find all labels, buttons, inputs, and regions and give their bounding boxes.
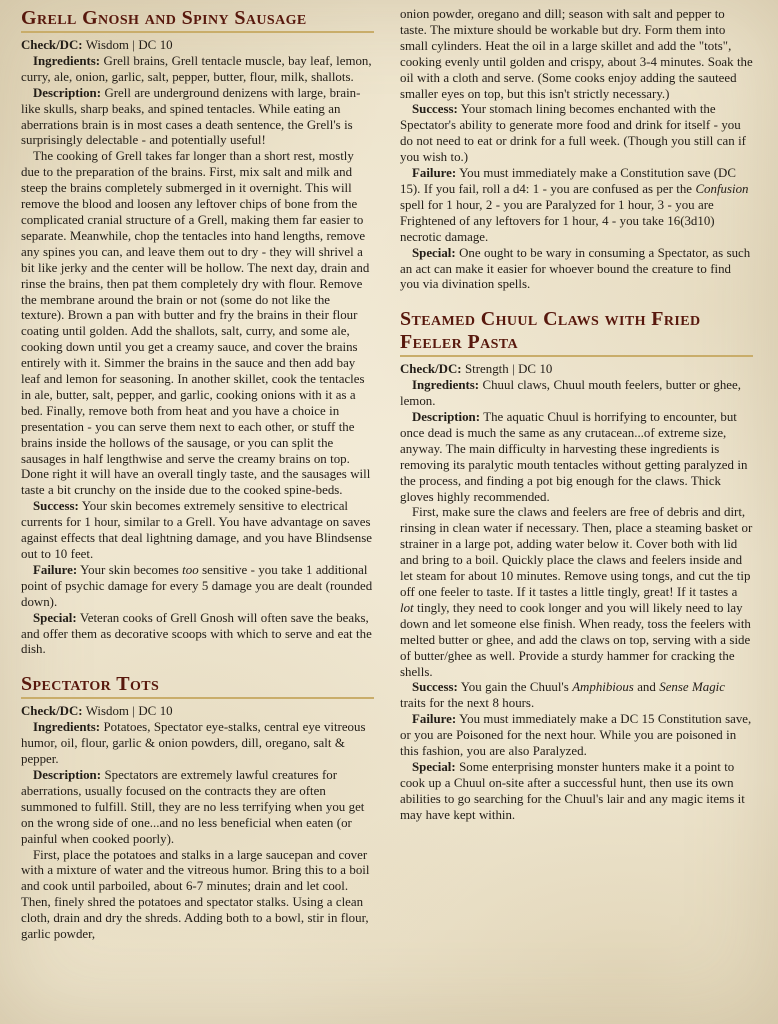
label-bold: Success: <box>33 499 79 514</box>
label-bold: Ingredients: <box>33 53 101 68</box>
paragraph <box>400 505 753 680</box>
text-run: Your skin becomes <box>77 562 183 577</box>
text-run: spell for 1 hour, 2 - you are Paralyzed for 1 hour, 3 - you are Frightened of any leftovers for 1 hour, 4 - you take 16(3d10) necrotic damage. <box>400 197 715 244</box>
text-run: You must immediately make a DC 15 Constitution save, or you are Poisoned for the next hour. While you are poisoned in this fashion, you are also Paralyzed. <box>400 712 752 759</box>
paragraph <box>400 362 753 378</box>
text-run: tingly, they need to cook longer and you will likely need to lay down and let someone else finish. When ready, toss the feelers with melted butter or ghee, and add the claws on top, serving with a side of butter/ghee as well. Provide a sturdy hammer for cracking the shells. <box>400 600 751 679</box>
label-bold: Check/DC: <box>21 704 83 719</box>
text-run: First, make sure the claws and feelers are free of debris and dirt, rinsing in clean water if necessary. Then, place a steaming basket or strainer in a large pot, adding water below it. Cover both with lid and bring to a boil. Quickly place the claws and feelers inside and let steam for about 10 minutes. Remove using tongs, and cut the tip off one feeler to taste. If it tastes a little tingly, great! If it tastes a <box>400 505 753 599</box>
label-bold: Success: <box>412 680 458 695</box>
recipe-heading: Grell Gnosh and Spiny Sausage <box>21 7 374 33</box>
label-bold: Check/DC: <box>400 362 462 377</box>
label-bold: Description: <box>33 85 102 100</box>
paragraph <box>21 54 374 86</box>
paragraph <box>21 499 374 563</box>
paragraph <box>21 563 374 611</box>
paragraph <box>21 86 374 150</box>
text-run: One ought to be wary in consuming a Spectator, as such an act can make it easier for whoever bound the creature to find you via divination spells. <box>400 245 751 292</box>
paragraph <box>21 848 374 943</box>
label-bold: Failure: <box>33 562 78 577</box>
paragraph <box>400 410 753 505</box>
text-italic: lot <box>400 600 414 615</box>
text-run: onion powder, oregano and dill; season with salt and pepper to taste. The mixture should be workable but dry. Form them into small cylinders. Heat the oil in a large skillet and add the "tots", cooking evenly until golden and crispy, about 3-4 minutes. Soak the oil with a cloth and serve. (Some cooks enjoy adding the sauteed smaller eyes on top, but this isn't strictly necessary.) <box>400 7 753 101</box>
text-run: Veteran cooks of Grell Gnosh will often save the beaks, and offer them as decorative scoops with which to serve and eat the dish. <box>21 610 372 657</box>
paragraph <box>400 712 753 760</box>
text-run: Spectators are extremely lawful creatures for aberrations, usually focused on the contracts they are often summoned to fulfill. Still, they are no less terrifying when you get on the wrong side of one...and no less beneficial when eaten (or painful when cooked poorly). <box>21 767 365 846</box>
text-run: Your skin becomes extremely sensitive to electrical currents for 1 hour, similar to a Grell. You have advantage on saves against effects that deal lightning damage, and you have Blindsense out to 10 feet. <box>21 499 372 561</box>
label-bold: Description: <box>412 410 481 425</box>
paragraph <box>400 760 753 824</box>
paragraph <box>21 611 374 659</box>
text-italic: Sense Magic <box>659 680 725 695</box>
text-run: The cooking of Grell takes far longer than a short rest, mostly due to the preparation of the brains. First, mix salt and milk and steep the brains completely submerged in it overnight. This will remove the blood and loosen any leftover chips of bone from the complicated cranial structure of a Grell, making them far easier to separate. Meanwhile, chop the tentacles into hand lengths, remove any spines you can, and leave them out to dry - they will shrivel a bit like jerky and the center will be hollow. The next day, drain and rinse the brains, then pat them completely dry with flour. Remove the membrane around the brain or not (some do not like the texture). Brown a pan with butter and fry the brains in their flour coating until golden. Add the shallots, salt, curry, and some ale, cooking down until you get a creamy sauce, and cover the brains entirely with it. Simmer the brains in the sauce and then add bay leaf and lemon for seasoning. In another skillet, cook the tentacles in ale, butter, salt, pepper, and garlic, cooking onions with it as a bed. Finally, remove both from heat and you have a choice in presentation - you can serve them next to each other, or stuff the brains inside the hollows of the sausage, or you can split the sausages in half lengthwise and serve the creamy brains on top. Done right it will have an overall tingly taste, and the sausages will taste a bit crunchy on the inside due to the cooked spine-beds. <box>21 149 371 498</box>
paragraph <box>400 102 753 166</box>
column-left <box>21 7 374 1024</box>
text-run: The aquatic Chuul is horrifying to encounter, but once dead is much the same as any crutacean...of extreme size, anyway. The main difficulty in harvesting these ingredients is removing its paralytic mouth tentacles without getting paralyzed in the process, and finding a pot big enough for the claws. Thick gloves highly recommended. <box>400 410 748 504</box>
label-bold: Special: <box>412 245 456 260</box>
text-run: Wisdom | DC 10 <box>82 704 173 719</box>
paragraph <box>400 7 753 102</box>
label-bold: Ingredients: <box>412 378 480 393</box>
label-bold: Special: <box>33 610 77 625</box>
label-bold: Success: <box>412 102 458 117</box>
paragraph <box>400 378 753 410</box>
label-bold: Failure: <box>412 166 457 181</box>
text-run: Chuul claws, Chuul mouth feelers, butter or ghee, lemon. <box>400 378 741 409</box>
label-bold: Failure: <box>412 712 457 727</box>
text-run: You gain the Chuul's <box>457 680 573 695</box>
text-run: First, place the potatoes and stalks in a large saucepan and cover with a mixture of water and the vitreous humor. Bring this to a boil and cook until parboiled, about 6-7 minutes; drain and let cool. Then, finely shred the potatoes and spectator stalks. Using a clean cloth, drain and dry the shreds. Adding both to a bowl, stir in flour, garlic powder, <box>21 847 370 942</box>
paragraph <box>21 720 374 768</box>
label-bold: Check/DC: <box>21 38 83 52</box>
paragraph <box>400 680 753 712</box>
text-run: Wisdom | DC 10 <box>82 38 173 52</box>
label-bold: Special: <box>412 759 456 774</box>
text-italic: Confusion <box>695 181 749 196</box>
text-italic: too <box>182 562 199 577</box>
label-bold: Ingredients: <box>33 720 101 735</box>
label-bold: Description: <box>33 767 102 782</box>
recipe-heading: Spectator Tots <box>21 673 374 699</box>
paragraph <box>400 166 753 246</box>
text-run: traits for the next 8 hours. <box>400 696 535 711</box>
recipe-heading: Steamed Chuul Claws with Fried Feeler Pasta <box>400 308 753 357</box>
paragraph <box>21 38 374 54</box>
paragraph <box>21 704 374 720</box>
text-run: Grell brains, Grell tentacle muscle, bay leaf, lemon, curry, ale, onion, garlic, salt, pepper, butter, flour, milk, shallots. <box>21 53 372 84</box>
text-run: Grell are underground denizens with large, brain-like skulls, sharp beaks, and spined tentacles. While eating an aberrations brain is in most cases a death sentence, the Grell's is surprisingly delectable - and potentially useful! <box>21 85 361 148</box>
text-run: Some enterprising monster hunters make it a point to cook up a Chuul on-site after a successful hunt, then use its own abilities to go searching for the Chuul's lair and any magic items it may have kept within. <box>400 759 745 822</box>
text-run: Potatoes, Spectator eye-stalks, central eye vitreous humor, oil, flour, garlic & onion powders, dill, oregano, salt & pepper. <box>21 720 366 767</box>
paragraph <box>400 246 753 294</box>
text-italic: Amphibious <box>572 680 634 695</box>
column-right <box>400 7 753 1024</box>
text-run: Your stomach lining becomes enchanted with the Spectator's ability to generate more food and drink for itself - you do not need to eat or drink for a full week. (Though you still can if you wish to.) <box>400 102 746 165</box>
text-run: Strength | DC 10 <box>461 362 553 377</box>
paragraph <box>21 768 374 848</box>
text-run: sensitive - you take 1 additional point of psychic damage for every 5 damage you are dealt (rounded down). <box>21 562 373 609</box>
text-run: You must immediately make a Constitution save (DC 15). If you fail, roll a d4: 1 - you are confused as per the <box>400 166 736 196</box>
paragraph <box>21 149 374 499</box>
text-run: and <box>633 680 660 695</box>
